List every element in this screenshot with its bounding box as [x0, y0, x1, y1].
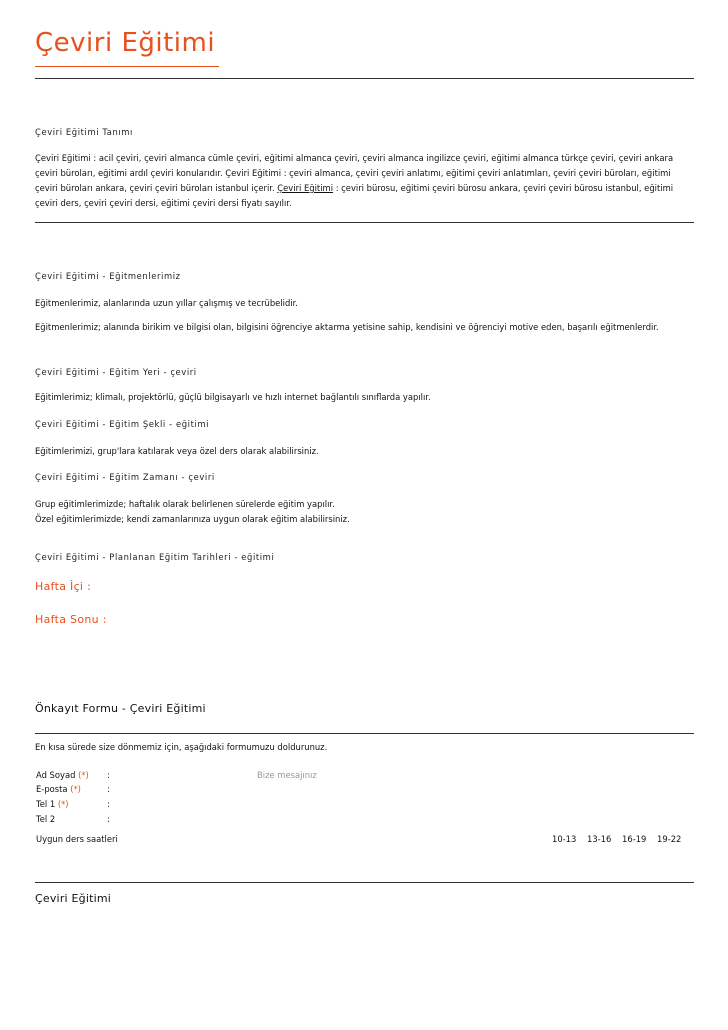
divider-footer: [35, 882, 694, 883]
hour-slot[interactable]: 16-19: [622, 834, 647, 844]
field-name-row[interactable]: [36, 770, 89, 780]
instructors-p2: Eğitmenlerimiz; alanında birikim ve bilgisi olan, bilgisini öğrenciye aktarma yetisine sahip, kendisini ve öğrenciyi motive eden, başarılı eğitmenlerdir.: [35, 322, 659, 332]
page-title: Çeviri Eğitimi: [35, 28, 216, 58]
divider-top: [35, 78, 694, 79]
divider-1: [35, 222, 694, 223]
hour-slot[interactable]: 19-22: [657, 834, 682, 844]
field-tel2-row[interactable]: [36, 814, 55, 824]
message-input[interactable]: Bize mesajınız: [257, 770, 317, 780]
required-mark: (*): [57, 799, 69, 809]
required-mark: (*): [70, 784, 81, 794]
hour-slot[interactable]: 13-16: [587, 834, 612, 844]
hour-slot[interactable]: 10-13: [552, 834, 577, 844]
weekday-label: Hafta İçi :: [35, 580, 92, 593]
form-heading: Önkayıt Formu - Çeviri Eğitimi: [35, 702, 206, 715]
time-paragraph-2: Özel eğitimlerimizde; kendi zamanlarınıza uygun olarak eğitim alabilirsiniz.: [35, 514, 350, 524]
required-mark: (*): [78, 770, 89, 780]
field-name-label: Ad Soyad: [36, 770, 76, 780]
form-intro: En kısa sürede size dönmemiz için, aşağıdaki formumuzu doldurunuz.: [35, 742, 328, 752]
title-underline: [35, 66, 219, 67]
definition-text-after: : çeviri bürosu, eğitimi çeviri bürosu ankara, çeviri çeviri bürosu istanbul, eğitimi çeviri ders, çeviri çeviri dersi, eğitimi çeviri dersi fiyatı sayılır.: [35, 183, 674, 208]
definition-paragraph: [35, 151, 695, 211]
field-name-colon: :: [107, 770, 110, 780]
instructors-heading: Çeviri Eğitimi - Eğitmenlerimiz: [35, 271, 181, 281]
definition-link[interactable]: Çeviri Eğitimi: [277, 183, 334, 193]
place-heading: Çeviri Eğitimi - Eğitim Yeri - çeviri: [35, 367, 197, 377]
field-email-colon: :: [107, 784, 110, 794]
dates-heading: Çeviri Eğitimi - Planlanan Eğitim Tarihleri - eğitimi: [35, 552, 275, 562]
field-tel1-row[interactable]: [36, 799, 69, 809]
field-tel2-colon: :: [107, 814, 110, 824]
time-heading: Çeviri Eğitimi - Eğitim Zamanı - çeviri: [35, 472, 215, 482]
time-paragraph-1: Grup eğitimlerimizde; haftalık olarak belirlenen sürelerde eğitim yapılır.: [35, 499, 335, 509]
format-paragraph: Eğitimlerimizi, grup'lara katılarak veya özel ders olarak alabilirsiniz.: [35, 446, 319, 456]
field-tel1-colon: :: [107, 799, 110, 809]
place-paragraph: Eğitimlerimiz; klimalı, projektörlü, güçlü bilgisayarlı ve hızlı internet bağlantılı sınıflarda yapılır.: [35, 392, 431, 402]
field-tel2-label: Tel 2: [36, 814, 56, 824]
divider-form: [35, 733, 694, 734]
weekend-label: Hafta Sonu :: [35, 613, 107, 626]
field-email-row[interactable]: [36, 784, 81, 794]
instructors-p1: Eğitmenlerimiz, alanlarında uzun yıllar çalışmış ve tecrübelidir.: [35, 298, 298, 308]
hours-options: [552, 834, 689, 844]
format-heading: Çeviri Eğitimi - Eğitim Şekli - eğitimi: [35, 419, 210, 429]
definition-heading: Çeviri Eğitimi Tanımı: [35, 127, 133, 137]
footer-title: Çeviri Eğitimi: [35, 892, 112, 905]
hours-label: Uygun ders saatleri: [36, 834, 118, 844]
definition-text: Çeviri Eğitimi : acil çeviri, çeviri almanca cümle çeviri, eğitimi almanca çeviri, çeviri almanca ingilizce çeviri, eğitimi almanca türkçe çeviri, çeviri ankara çeviri büroları, eğitimi ardıl çeviri konularıdır. Çeviri Eğitimi : çeviri almanca, çeviri çeviri anlatımı, eğitimi çeviri anlatımları, çeviri çeviri büroları, eğitimi çeviri büroları ankara, çeviri çeviri büroları istanbul içerir.: [35, 153, 674, 193]
field-tel1-label: Tel 1: [36, 799, 56, 809]
field-email-label: E-posta: [36, 784, 68, 794]
